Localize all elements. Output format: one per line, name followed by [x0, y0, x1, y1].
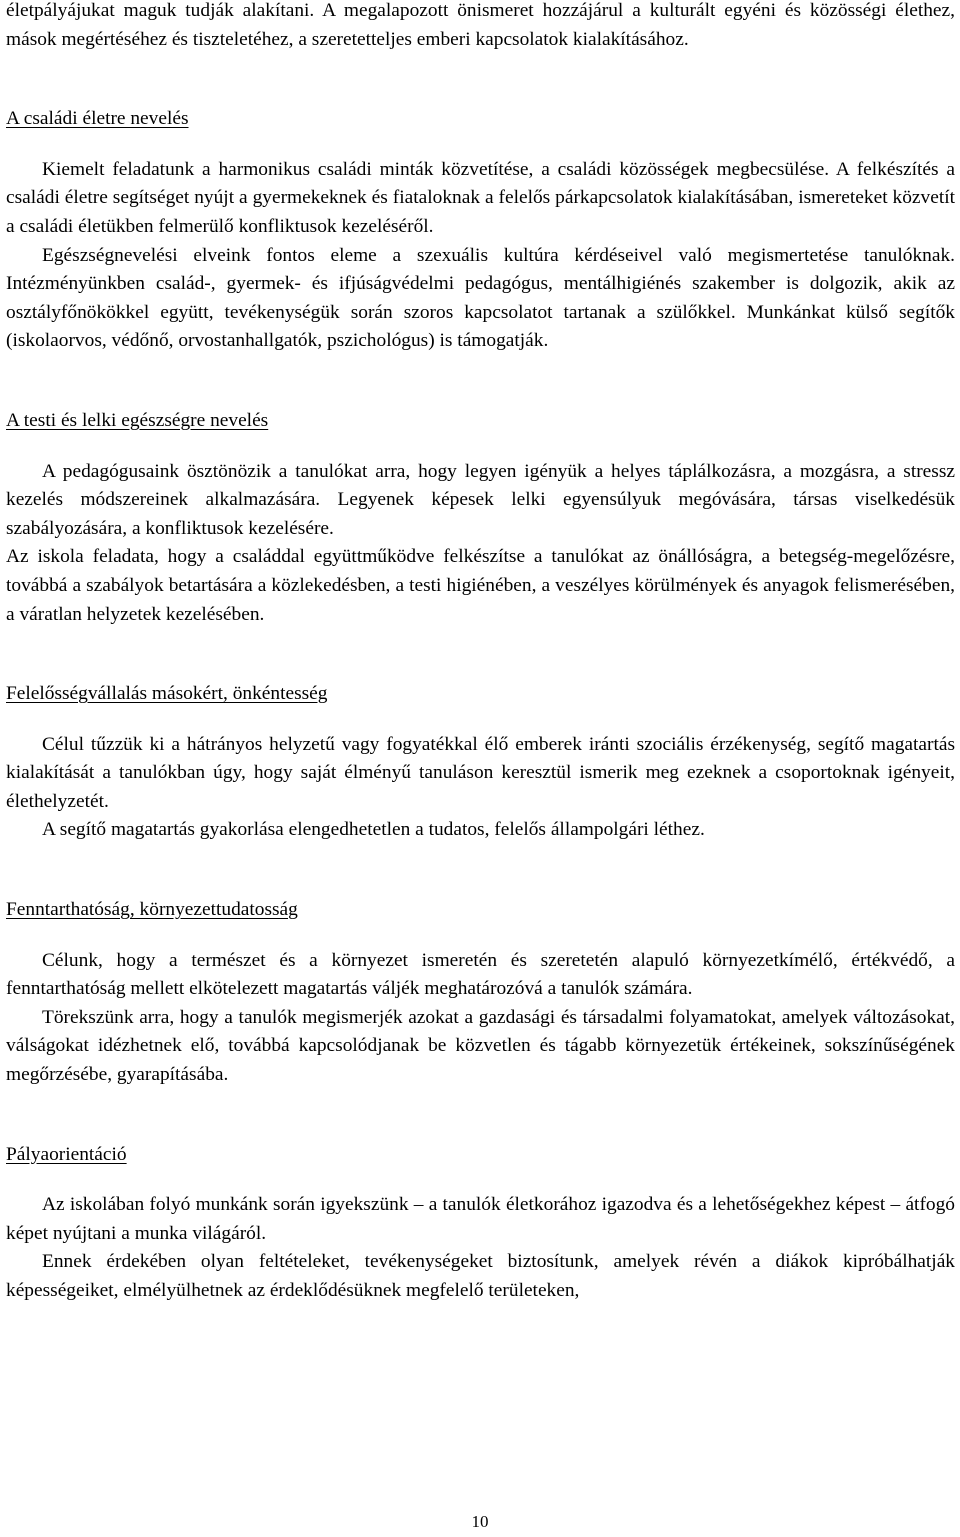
section-heading-health: A testi és lelki egészségre nevelés — [6, 409, 269, 431]
paragraph: A pedagógusaink ösztönözik a tanulókat arra, hogy legyen igényük a helyes táplálkozásra, a mozgásra, a stressz kezelés módszereinek alkalmazására. Legyenek képesek lelki egyensúlyuk megóvására, társas viselkedésük szabályozására, a konfliktusok kezelésére. — [6, 460, 955, 539]
paragraph: A segítő magatartás gyakorlása elengedhetetlen a tudatos, felelős állampolgári léthez. — [42, 819, 705, 841]
section-heading-responsibility: Felelősségvállalás másokért, önkéntesség — [6, 683, 328, 705]
document-page — [6, 0, 955, 1306]
paragraph: Célul tűzzük ki a hátrányos helyzetű vagy fogyatékkal élő emberek iránti szociális érzékenység, segítő magatartás kialakítását a tanulókban úgy, hogy saját élményű tanuláson keresztül ismerik meg ezeknek a csoportoknak igényeit, élethelyzetét. — [6, 733, 955, 812]
section-heading-career-orientation: Pályaorientáció — [6, 1143, 127, 1165]
paragraph: Az iskolában folyó munkánk során igyekszünk – a tanulók életkorához igazodva és a lehetőségekhez képest – átfogó képet nyújtani a munka világáról. — [6, 1194, 955, 1244]
page-number: 10 — [471, 1512, 489, 1531]
intro-paragraph: életpályájukat maguk tudják alakítani. A megalapozott önismeret hozzájárul a kulturált egyéni és közösségi élethez, mások megértéséhez és tiszteletéhez, a szeretetteljes emberi kapcsolatok kialakításához. — [6, 0, 955, 50]
paragraph: Egészségnevelési elveink fontos eleme a szexuális kultúra kérdéseivel való megismertetése tanulóknak. Intézményünkben család-, gyermek- és ifjúságvédelmi pedagógus, mentálhigiénés szakember is dolgozik, akik az osztályfőnökökkel együtt, tevékenységük során szoros kapcsolatot tartanak a szülőkkel. Munkánkat külső segítők (iskolaorvos, védőnő, orvostanhallgatók, pszichológus) is támogatják. — [6, 244, 955, 352]
section-heading-sustainability: Fenntarthatóság, környezettudatosság — [6, 899, 298, 921]
paragraph: Ennek érdekében olyan feltételeket, tevékenységeket biztosítunk, amelyek révén a diákok kipróbálhatják képességeiket, elmélyülhetnek az érdeklődésüknek megfelelő területeken, — [6, 1251, 955, 1301]
paragraph: Törekszünk arra, hogy a tanulók megismerjék azokat a gazdasági és társadalmi folyamatokat, amelyek változásokat, válságokat idézhetnek elő, továbbá kapcsolódjanak be közvetlen és tágabb környezetük értékeinek, sokszínűségének megőrzésébe, gyarapításába. — [6, 1006, 955, 1086]
paragraph: Célunk, hogy a természet és a környezet ismeretén és szeretetén alapuló környezetkímélő, értékvédő, a fenntarthatóság mellett elkötelezett magatartás váljék meghatározóvá a tanulók számára. — [6, 949, 955, 1000]
paragraph: Az iskola feladata, hogy a családdal együttműködve felkészítse a tanulókat az önállóságra, a betegség-megelőzésre, továbbá a szabályok betartására a közlekedésben, a testi higiénében, a veszélyes körülmények és anyagok felismerésében, a váratlan helyzetek kezelésében. — [6, 546, 955, 625]
section-heading-family-life: A családi életre nevelés — [6, 108, 189, 130]
paragraph: Kiemelt feladatunk a harmonikus családi minták közvetítése, a családi közösségek megbecsülése. A felkészítés a családi életre segítséget nyújt a gyermekeknek és fiataloknak a felelős párkapcsolatok kialakításában, ismereteket közvetít a családi életükben felmerülő konfliktusok kezeléséről. — [6, 158, 955, 237]
